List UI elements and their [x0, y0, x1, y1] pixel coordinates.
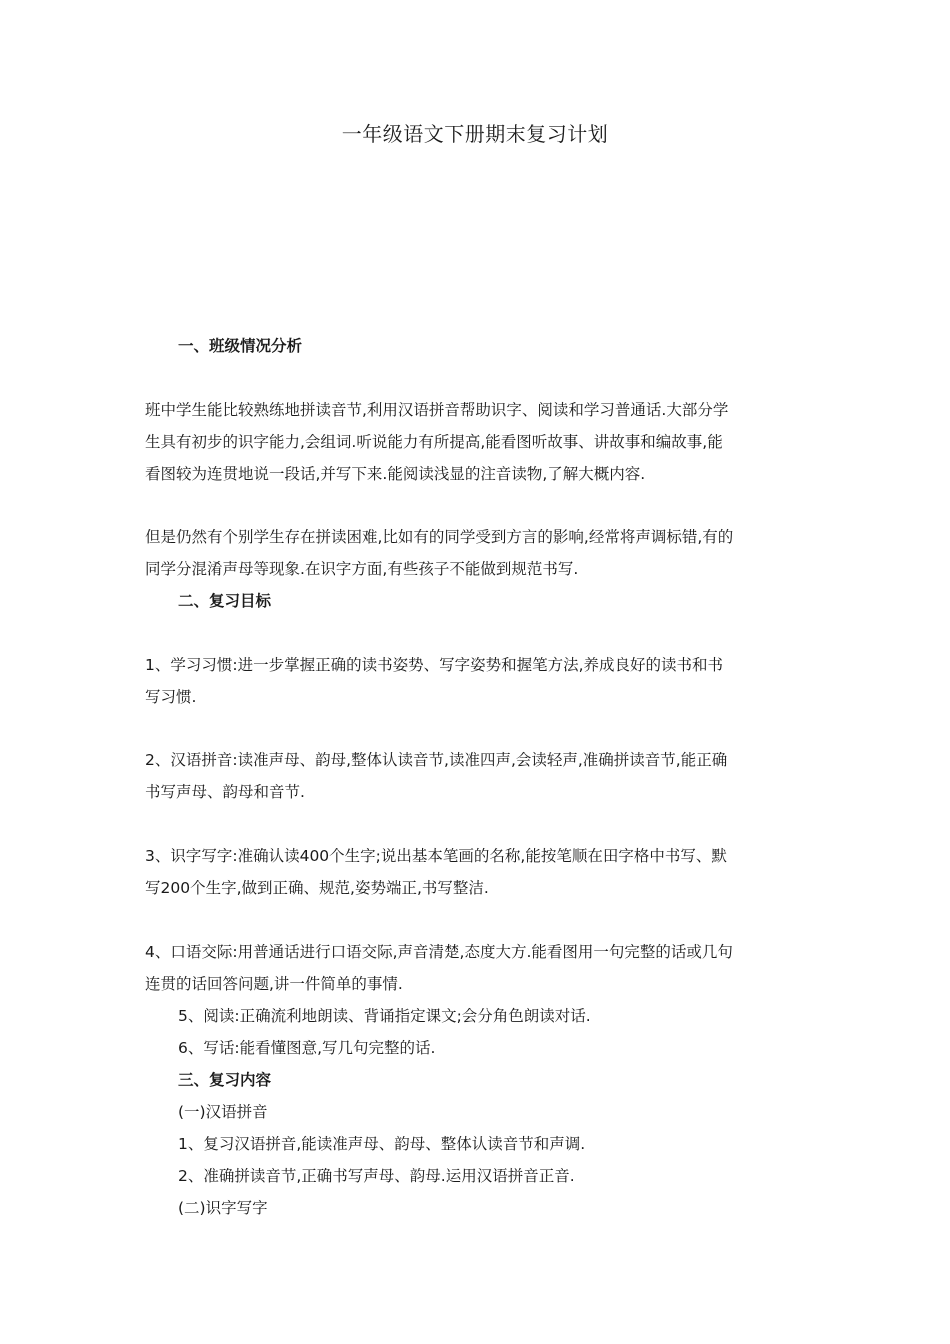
content-item-line: 2、准确拼读音节,正确书写声母、韵母.运用汉语拼音正音. — [178, 1167, 575, 1185]
goal-item-line: 2、汉语拼音:读准声母、韵母,整体认读音节,读准四声,会读轻声,准确拼读音节,能正确 — [145, 751, 728, 769]
paragraph-line: 但是仍然有个别学生存在拼读困难,比如有的同学受到方言的影响,经常将声调标错,有的 — [145, 528, 734, 546]
subsection-heading: (一)汉语拼音 — [178, 1103, 268, 1121]
goal-item-line: 1、学习习惯:进一步掌握正确的读书姿势、写字姿势和握笔方法,养成良好的读书和书 — [145, 656, 724, 674]
content-item-line: 1、复习汉语拼音,能读准声母、韵母、整体认读音节和声调. — [178, 1135, 586, 1153]
subsection-heading: (二)识字写字 — [178, 1199, 268, 1217]
paragraph-line: 生具有初步的识字能力,会组词.听说能力有所提高,能看图听故事、讲故事和编故事,能 — [145, 433, 723, 451]
document-title: 一年级语文下册期末复习计划 — [341, 122, 609, 146]
section-heading-class-analysis: 一、班级情况分析 — [178, 337, 303, 355]
goal-item-line: 连贯的话回答问题,讲一件简单的事情. — [145, 975, 403, 993]
paragraph-line: 班中学生能比较熟练地拼读音节,利用汉语拼音帮助识字、阅读和学习普通话.大部分学 — [145, 401, 729, 419]
goal-item-line: 4、口语交际:用普通话进行口语交际,声音清楚,态度大方.能看图用一句完整的话或几句 — [145, 943, 733, 961]
paragraph-line: 同学分混淆声母等现象.在识字方面,有些孩子不能做到规范书写. — [145, 560, 579, 578]
goal-item-line: 3、识字写字:准确认读400个生字;说出基本笔画的名称,能按笔顺在田字格中书写、默 — [145, 847, 727, 865]
section-heading-review-goals: 二、复习目标 — [178, 592, 272, 610]
paragraph-line: 看图较为连贯地说一段话,并写下来.能阅读浅显的注音读物,了解大概内容. — [145, 465, 646, 483]
goal-item-line: 写200个生字,做到正确、规范,姿势端正,书写整洁. — [145, 879, 489, 897]
section-heading-review-content: 三、复习内容 — [178, 1071, 272, 1089]
goal-item-line: 6、写话:能看懂图意,写几句完整的话. — [178, 1039, 436, 1057]
goal-item-line: 5、阅读:正确流利地朗读、背诵指定课文;会分角色朗读对话. — [178, 1007, 591, 1025]
goal-item-line: 书写声母、韵母和音节. — [145, 783, 305, 801]
goal-item-line: 写习惯. — [145, 688, 197, 706]
